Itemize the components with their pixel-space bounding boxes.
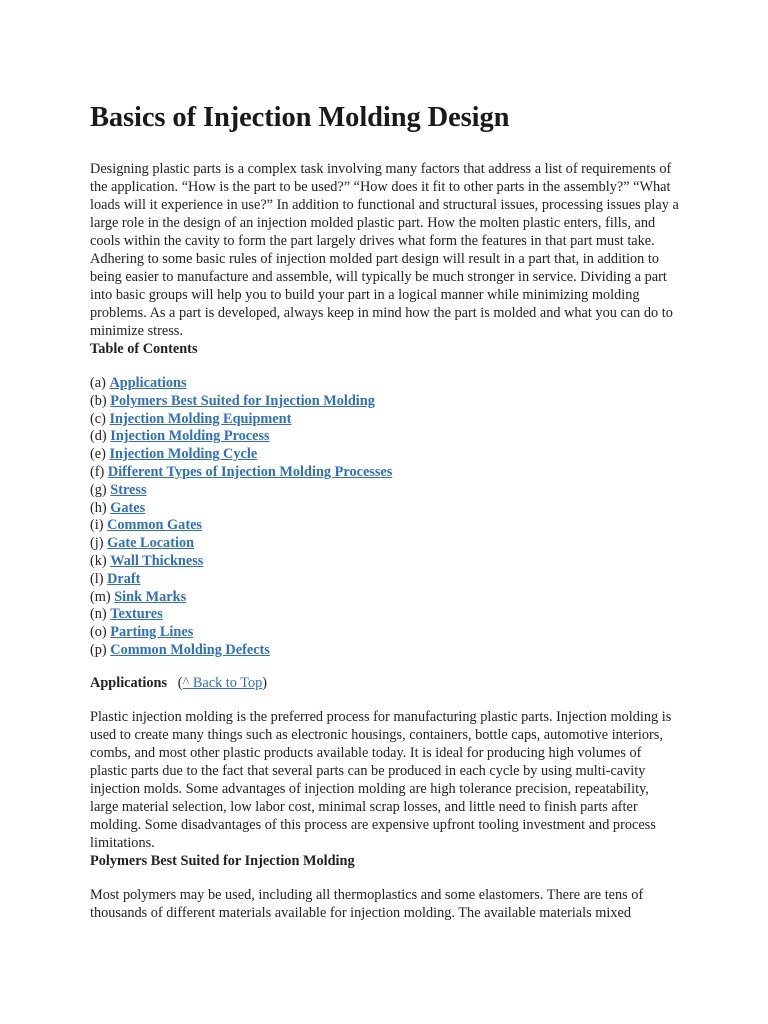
toc-link[interactable]: Gates bbox=[110, 499, 146, 516]
toc-item-marker: (k) bbox=[90, 552, 107, 569]
toc-item-marker: (i) bbox=[90, 517, 104, 534]
toc-item bbox=[90, 606, 680, 624]
toc-link[interactable]: Draft bbox=[107, 570, 141, 587]
polymers-heading bbox=[90, 852, 680, 870]
toc-link[interactable]: Common Molding Defects bbox=[110, 641, 270, 658]
toc-item bbox=[90, 393, 680, 411]
toc-link[interactable]: Applications bbox=[109, 375, 187, 391]
back-to-top-close-paren: ) bbox=[262, 674, 268, 691]
back-to-top-open-paren: ( bbox=[177, 674, 183, 691]
document-page bbox=[90, 96, 680, 922]
toc-item-marker: (p) bbox=[90, 641, 107, 658]
toc-item bbox=[90, 535, 680, 553]
toc-heading: Table of Contents bbox=[90, 341, 198, 357]
applications-paragraph: Plastic injection molding is the preferred process for manufacturing plastic parts. Injection molding is used to create many things such as electronic housings, containers, bottle caps, automotive interiors, combs, and most other plastic products available today. It is ideal for producing high volumes of plastic parts due to the fact that several parts can be produced in each cycle by using multi-cavity injection molds. Some advantages of injection molding are high tolerance precision, repeatability, large material selection, low labor cost, minimal scrap losses, and little need to finish parts after molding. Some disadvantages of this process are expensive upfront tooling investment and process limitations. bbox=[90, 708, 672, 851]
toc-link[interactable]: Different Types of Injection Molding Processes bbox=[107, 463, 393, 480]
toc-link[interactable]: Injection Molding Cycle bbox=[109, 446, 258, 463]
toc-item-marker: (a) bbox=[90, 375, 106, 391]
polymers-paragraph: Most polymers may be used, including all thermoplastics and some elastomers. There are tens of thousands of different materials available for injection molding. The available materials mixed bbox=[90, 886, 644, 921]
toc-item bbox=[90, 482, 680, 500]
toc-item bbox=[90, 464, 680, 482]
page-title: Basics of Injection Molding Design bbox=[90, 102, 510, 133]
table-of-contents bbox=[90, 375, 680, 660]
toc-item bbox=[90, 642, 680, 660]
toc-item bbox=[90, 624, 680, 642]
applications-heading bbox=[90, 674, 680, 692]
back-to-top-link[interactable]: ^ Back to Top bbox=[182, 674, 263, 691]
toc-link[interactable]: Parting Lines bbox=[110, 624, 194, 641]
toc-link[interactable]: Injection Molding Equipment bbox=[109, 410, 292, 427]
toc-link[interactable]: Common Gates bbox=[107, 517, 202, 534]
toc-item bbox=[90, 375, 680, 393]
intro-paragraph: Designing plastic parts is a complex task involving many factors that address a list of requirements of the application. “How is the part to be used?” “How does it fit to other parts in the assembly?” “What loads will it experience in use?” In addition to functional and structural issues, processing issues play a large role in the design of an injection molded plastic part. How the molten plastic enters, fills, and cools within the cavity to form the part largely drives what form the features in that part must take. Adhering to some basic rules of injection molded part design will result in a part that, in addition to being easier to manufacture and assemble, will typically be much stronger in service. Dividing a part into basic groups will help you to build your part in a logical manner while minimizing molding problems. As a part is developed, always keep in mind how the part is molded and what you can do to minimize stress. bbox=[90, 161, 679, 339]
toc-link[interactable]: Textures bbox=[110, 606, 163, 623]
toc-item-marker: (b) bbox=[90, 392, 107, 409]
toc-link[interactable]: Wall Thickness bbox=[110, 552, 204, 569]
toc-link[interactable]: Stress bbox=[110, 481, 147, 498]
toc-item-marker: (h) bbox=[90, 499, 107, 516]
toc-item-marker: (l) bbox=[90, 570, 104, 587]
toc-link[interactable]: Gate Location bbox=[107, 535, 195, 552]
toc-item-marker: (e) bbox=[90, 446, 106, 463]
applications-heading-title: Applications bbox=[90, 674, 168, 691]
toc-item-marker: (n) bbox=[90, 606, 107, 623]
polymers-heading-title: Polymers Best Suited for Injection Molding bbox=[90, 852, 355, 869]
toc-item bbox=[90, 446, 680, 464]
toc-item-marker: (d) bbox=[90, 428, 107, 445]
toc-item-marker: (g) bbox=[90, 481, 107, 498]
toc-item-marker: (j) bbox=[90, 535, 104, 552]
toc-item bbox=[90, 428, 680, 446]
toc-link[interactable]: Polymers Best Suited for Injection Molding bbox=[110, 392, 375, 409]
toc-item-marker: (o) bbox=[90, 624, 107, 641]
toc-item bbox=[90, 500, 680, 518]
toc-item-marker: (m) bbox=[90, 588, 111, 605]
toc-item bbox=[90, 517, 680, 535]
toc-item bbox=[90, 571, 680, 589]
toc-item bbox=[90, 589, 680, 607]
toc-item bbox=[90, 553, 680, 571]
toc-item-marker: (c) bbox=[90, 410, 106, 427]
toc-link[interactable]: Injection Molding Process bbox=[110, 428, 270, 445]
toc-item-marker: (f) bbox=[90, 463, 105, 480]
toc-item bbox=[90, 411, 680, 429]
toc-link[interactable]: Sink Marks bbox=[114, 588, 187, 605]
